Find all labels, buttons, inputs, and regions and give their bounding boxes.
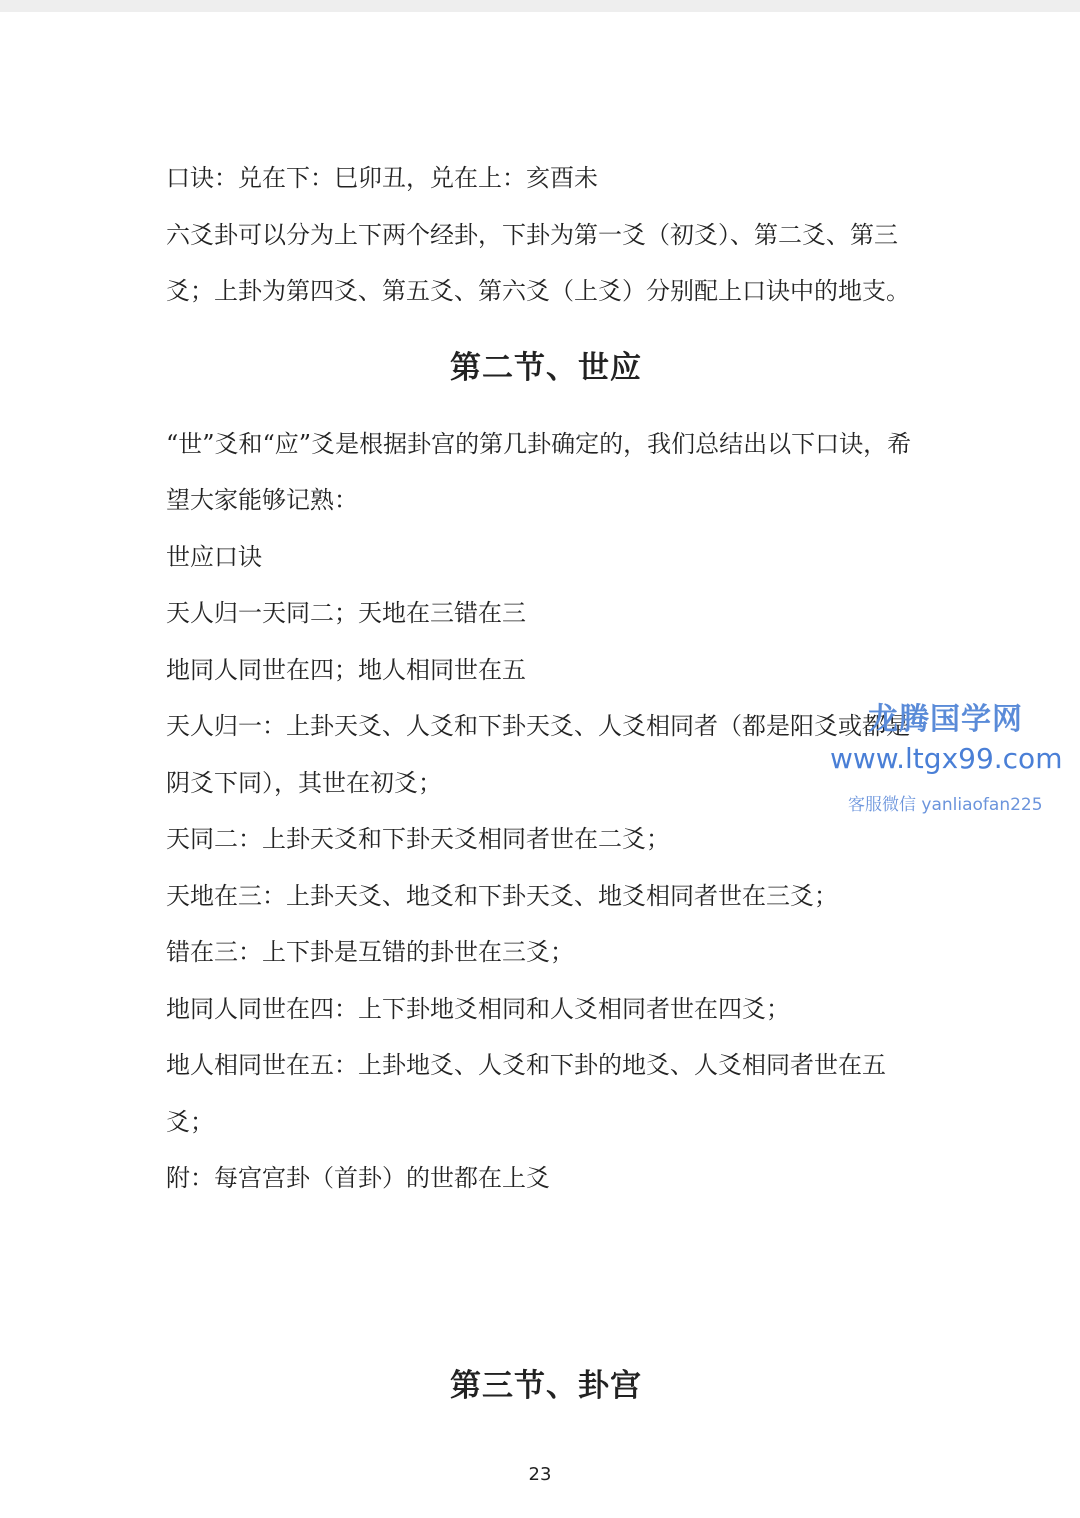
watermark-title: 龙腾国学网 xyxy=(868,702,1023,737)
section-heading-shiying: 第二节、世应 xyxy=(450,349,642,386)
watermark-contact: 客服微信 yanliaofan225 xyxy=(848,795,1043,815)
paragraph-ditong-rentong: 地同人同世在四：上下卦地爻相同和人爻相同者世在四爻； xyxy=(166,994,790,1023)
top-strip xyxy=(0,0,1080,12)
paragraph-koujue-line-1: 天人归一天同二；天地在三错在三 xyxy=(166,599,526,627)
paragraph-koujue-line-2: 地同人同世在四；地人相同世在五 xyxy=(166,655,526,684)
document-page xyxy=(166,150,926,1404)
paragraph-fu-note: 附：每宫宫卦（首卦）的世都在上爻 xyxy=(166,1164,550,1192)
section-heading-guagong: 第三节、卦宫 xyxy=(450,1368,642,1404)
paragraph-koujue-dui: 口诀：兑在下：巳卯丑，兑在上：亥酉未 xyxy=(166,164,598,192)
watermark-url: www.ltgx99.com xyxy=(830,742,1063,775)
paragraph-diren-xiangtong: 地人相同世在五：上卦地爻、人爻和下卦的地爻、人爻相同者世在五爻； xyxy=(166,1051,886,1136)
paragraph-cuo-zaisan: 错在三：上下卦是互错的卦世在三爻； xyxy=(166,938,574,966)
paragraph-tianren-guiyi: 天人归一：上卦天爻、人爻和下卦天爻、人爻相同者（都是阳爻或都是阴爻下同），其世在初爻； xyxy=(166,712,910,797)
paragraph-shiying-intro: “世”爻和“应”爻是根据卦宫的第几卦确定的，我们总结出以下口诀，希望大家能够记熟： xyxy=(166,429,912,514)
paragraph-tiantong-er: 天同二：上卦天爻和下卦天爻相同者世在二爻； xyxy=(166,825,670,853)
page-number: 23 xyxy=(528,1464,552,1485)
paragraph-tiandi-zaisan: 天地在三：上卦天爻、地爻和下卦天爻、地爻相同者世在三爻； xyxy=(166,881,838,910)
paragraph-liuyao-explanation: 六爻卦可以分为上下两个经卦，下卦为第一爻（初爻）、第二爻、第三爻；上卦为第四爻、第五爻、第六爻（上爻）分别配上口诀中的地支。 xyxy=(166,220,910,305)
paragraph-shiying-koujue-title: 世应口诀 xyxy=(166,542,262,571)
